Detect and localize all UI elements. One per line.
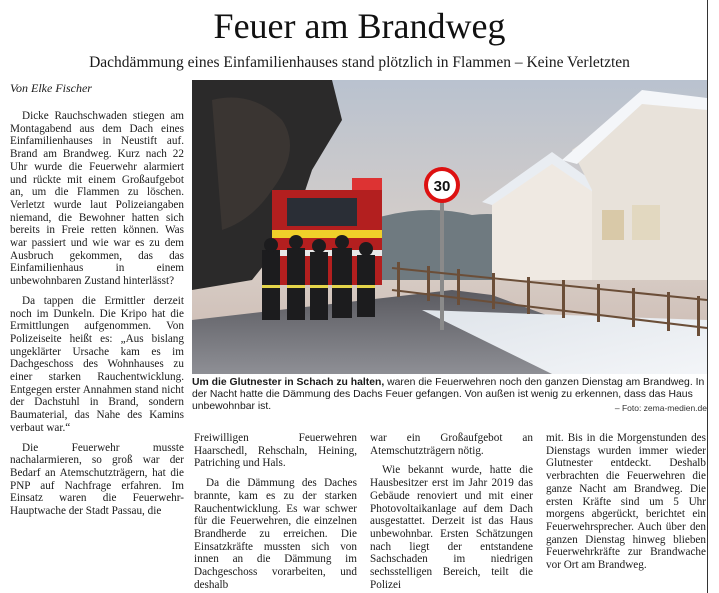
article-column-2: [194, 432, 357, 591]
photo-credit: – Foto: zema-medien.de: [614, 403, 707, 413]
article-column-3: [370, 432, 533, 591]
column-rule: [707, 0, 708, 593]
caption-text: waren die Feuerwehren noch den ganzen Dienstag am Brandweg. In der Nacht hatte die Dämmung des Dachs Feuer gefangen. Von außen ist wenig zu erkennen, dass das Haus unbewohnbar ist.: [192, 377, 705, 412]
paragraph: Wie bekannt wurde, hatte die Hausbesitzer erst im Jahr 2019 das Gebäude renoviert und mit einer Photovoltaikanlage auf dem Dach ausgestattet. Derzeit ist das Haus unbewohnbar. Ersten Schätzungen nach liegt der entstandene Sachschaden im niedrigen sechsstelligen Bereich, teilt die Polizei: [370, 464, 533, 591]
caption-lead: Um die Glutnester in Schach zu halten,: [192, 377, 385, 388]
paragraph: mit. Bis in die Morgenstunden des Dienstags wurden immer wieder Glutnester entdeckt. Deshalb verbrachten die Feuerwehren die ganze Nacht am Brandweg. Die ersten Kräfte sind um 5 Uhr morgens abgerückt, berichtet ein Feuerwehrsprecher. Auch über den ganzen Dienstag hinweg blieben Feuerwehrkräfte zur Brandwache vor Ort am Brandweg.: [546, 432, 706, 572]
news-photo: [192, 80, 707, 374]
paragraph: Dicke Rauchschwaden stiegen am Montagabend aus dem Dach eines Einfamilienhauses in Neustift auf. Brand am Brandweg. Kurz nach 22 Uhr wurde die Feuerwehr alarmiert und rückte mit einem Großaufgebot an, um die Flammen zu löschen. Verletzt wurde laut Polizeiangaben niemand, die Bewohner hatten sich bereits in Freie retten können. Was war passiert und wie war es zu dem Ausbruch gekommen, das das Einfamilienhaus in einem unbewohnbaren Zustand hinterlässt?: [10, 110, 184, 288]
paragraph: Freiwilligen Feuerwehren Haarschedl, Rehschaln, Heining, Patriching und Hals.: [194, 432, 357, 470]
subheadline: Dachdämmung eines Einfamilienhauses stand plötzlich in Flammen – Keine Verletzten: [89, 54, 630, 71]
article-column-4: [546, 432, 706, 584]
speed-sign-label: 30: [433, 178, 451, 195]
paragraph: Da die Dämmung des Daches brannte, kam es zu der starken Rauchentwicklung. Es war schwer für die Feuerwehren, die einzelnen Brandherde zu erreichen. Die Einsatzkräfte mussten sich von innen an die Dämmung im Dachgeschoss vorarbeiten, und deshalb: [194, 477, 357, 591]
paragraph: Da tappen die Ermittler derzeit noch im Dunkeln. Die Kripo hat die Ermittlungen aufgenommen. Von Polizeiseite heißt es: „Aus bislang ungeklärter Ursache kam es im Dachgeschoss des Wohnhauses zu einer starken Rauchentwicklung. Entgegen erster Annahmen stand nicht der Dachstuhl in Brand, sondern Baumaterial, das Nahe des Kamins verbaut war.“: [10, 294, 184, 434]
headline: Feuer am Brandweg: [213, 6, 506, 46]
fire-scene-illustration: [192, 80, 707, 374]
paragraph: Die Feuerwehr musste nachalarmieren, so groß war der Bedarf an Atemschutzträgern, hat die PNP auf Nachfrage erfahren. Im Einsatz waren die Feuerwehr-Hauptwache der Stadt Passau, die: [10, 441, 184, 518]
byline: Von Elke Fischer: [10, 81, 92, 95]
paragraph: war ein Großaufgebot an Atemschutzträgern nötig.: [370, 432, 533, 457]
article-column-1: [10, 110, 184, 588]
